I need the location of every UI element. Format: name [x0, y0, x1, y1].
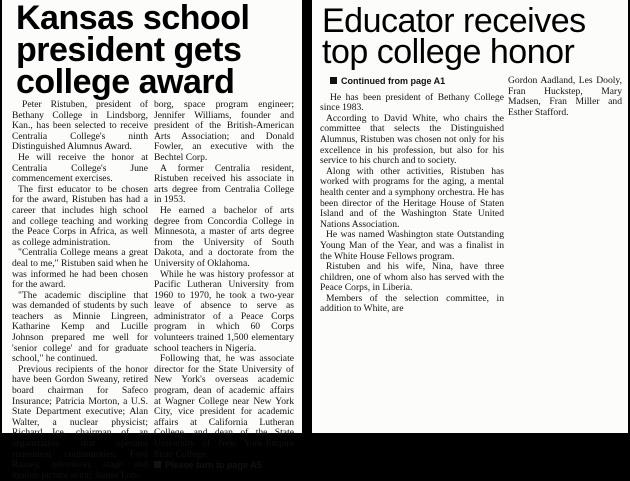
- paragraph: Following that, he was associate director for the State University of New York's overseas academic program, dean of academic affairs at Wagner College near New York City, vice president for academic affairs at California Lutheran College, and dean of the State University of New York-Empire State College.: [154, 353, 294, 460]
- paragraph: He has been president of Bethany College since 1983.: [320, 91, 504, 114]
- paragraph: A former Centralia resident, Ristuben received his associate in arts degree from Centralia College in 1953.: [154, 162, 294, 206]
- paragraph: Ristuben and his wife, Nina, have three children, one of whom also has served with the Peace Corps, in Liberia.: [320, 261, 504, 294]
- right-article-clipping: [312, 0, 628, 433]
- right-column-1: [320, 76, 504, 315]
- paragraph: borg, space program engineer; Jennifer Williams, founder and president of the British-American Arts Association; and Donald Fowler, an executive with the Bechtel Corp.: [154, 99, 294, 163]
- bullet-square-icon: [330, 77, 337, 84]
- right-headline: [322, 2, 622, 71]
- continued-line: [330, 76, 504, 87]
- paragraph: While he was history professor at Pacific Lutheran University from 1960 to 1970, he took a two-year leave of absence to serve as administrator of a Peace Corps program in which 60 Corps volunteers trained 1,500 elementary school teachers in Nigeria.: [154, 268, 294, 354]
- right-column-2: [508, 76, 622, 118]
- headline-line: college award: [16, 63, 235, 101]
- headline-line: Educator receives: [322, 2, 586, 40]
- continued-text: Continued from page A1: [341, 76, 446, 86]
- paragraph: Peter Ristuben, president of Bethany College in Lindsborg, Kan., has been selected to receive Centralia College's ninth Distinguished Alumnus Award.: [12, 99, 148, 153]
- left-article-clipping: [2, 0, 302, 481]
- paragraph: He will receive the honor at Centralia College's June commencement exercises.: [12, 151, 148, 185]
- left-headline: [16, 0, 301, 101]
- paragraph: He earned a bachelor of arts degree from Concordia College in Minnesota, a master of arts degree from the University of South Dakota, and a doctorate from the University of Oklahoma.: [154, 204, 294, 269]
- headline-line: Kansas school: [16, 0, 250, 37]
- left-column-2: [154, 100, 294, 471]
- headline-line: top college honor: [322, 33, 575, 71]
- paragraph: "The academic discipline that was demanded of students by such teachers as Minnie Lingreen, Katharine Kemp and Lucille Johnson prepared me well for 'senior college' and for graduate school," he continued.: [12, 289, 148, 365]
- jump-line: [154, 460, 294, 471]
- paragraph: Gordon Aadland, Les Dooly, Fran Huckstep, Mary Madsen, Fran Miller and Esther Stafford.: [508, 75, 622, 118]
- paragraph: Previous recipients of the honor have been Gordon Sweany, retired board chairman for Safeco Insurance; Patricia Morton, a U.S. State Department executive; Alan Walter, a nuclear physicist; Richard Ice, chairman of an organization that operates retirement communities; Ford Rainey, television, stage and motion picture actor; James Lon-: [12, 363, 148, 481]
- bullet-square-icon: [154, 461, 161, 468]
- left-column-1: [12, 100, 148, 481]
- headline-line: president gets: [16, 31, 242, 69]
- paragraph: Along with other activities, Ristuben has worked with programs for the aging, a mental health center and a symphony orchestra. He has been director of the Heritage House of Staten Island and of the Washington State United Nations Association.: [320, 165, 504, 230]
- paragraph: He was named Washington state Outstanding Young Man of the Year, and was a finalist in the White House Fellows program.: [320, 229, 504, 262]
- paragraph: The first educator to be chosen for the award, Ristuben has had a career that includes high school and college teaching and working the Peace Corps in Africa, as well as college administration.: [12, 183, 148, 248]
- paragraph: "Centralia College means a great deal to me," Ristuben said when he was informed he had been chosen for the award.: [12, 247, 148, 291]
- paragraph: Members of the selection committee, in addition to White, are: [320, 292, 504, 315]
- jump-text: Please turn to page A5: [165, 460, 262, 471]
- paragraph: According to David White, who chairs the committee that selects the Distinguished Alumnus, Ristuben was chosen not only for his excellence in his profession, but also for his service to his church and to society.: [320, 112, 504, 167]
